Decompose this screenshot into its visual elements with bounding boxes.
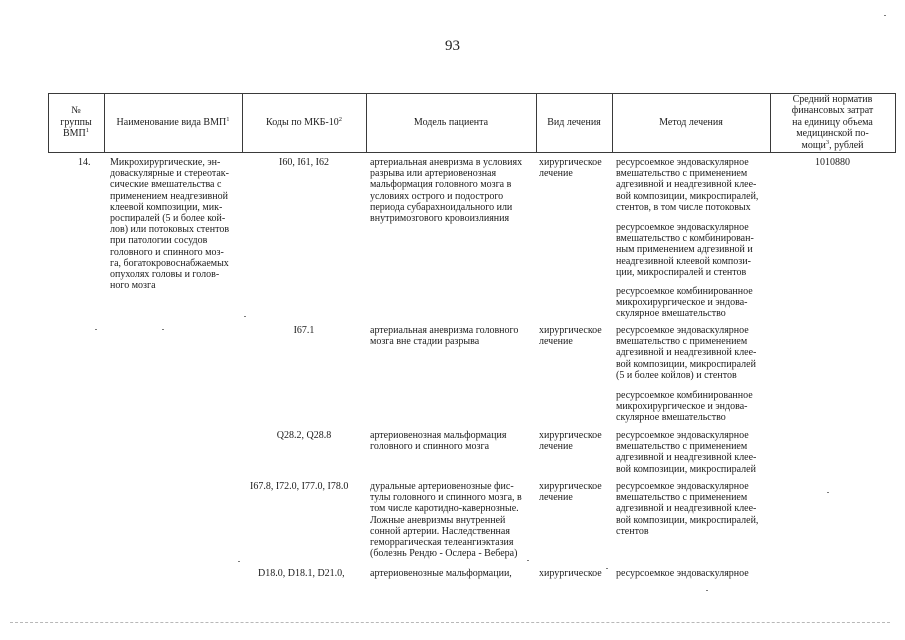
cell-line: (болезнь Рендю - Ослера - Вебера) [370,548,518,560]
header-text: мощи [801,139,826,151]
scan-speck [884,15,886,16]
cell-line: артериовенозные мальформации, [370,568,512,579]
cell-line: сические вмешательства с [110,179,222,191]
column-divider [895,93,896,152]
header-text: Средний норматив [792,93,873,105]
treatment-method-cell [616,222,754,278]
cell-line: хирургическое [539,430,602,441]
treatment-type-cell [539,568,602,579]
header-text: группы [60,116,92,128]
header-text: на единицу объема [792,116,873,128]
icd-codes-cell [258,568,345,579]
cell-line: периода субарахноидального или [370,201,513,213]
cell-line: хирургическое [539,481,602,492]
header-text: финансовых затрат [791,105,874,117]
patient-model-cell [370,157,522,224]
cell-line: роспиралей (5 и более кой- [110,213,226,225]
cell-line: ресурсоемкое эндоваскулярное [616,568,749,579]
treatment-method-cell [616,286,753,320]
treatment-method-cell [616,430,756,475]
cell-line: вмешательство с применением [616,441,748,453]
cost-value: 1010880 [815,157,850,168]
header-text: ВМП [62,128,86,140]
page-number: 93 [445,38,460,54]
footnote-mark: 3 [825,138,830,146]
patient-model-cell [370,430,506,452]
cell-line: адгезивной и неадгезивной клее- [616,503,757,515]
group-number-text: 14. [78,157,91,168]
header-icd-codes [242,93,366,152]
cell-line: условиях острого и подострого [370,190,504,202]
header-text: № [71,105,81,117]
cell-line: ресурсоемкое эндоваскулярное [616,157,749,168]
cell-line: мозга вне стадии разрыва [370,336,480,348]
cell-line: вой композиции, микроспиралей, [616,514,759,526]
scan-speck [95,329,97,330]
footnote-mark: 2 [338,115,342,123]
cell-line: адгезивной и неадгезивной клее- [616,347,757,359]
cell-line: том числе каротидно-кавернозные. [370,503,519,515]
cell-line: разрыва или артериовенозная [370,168,497,180]
cell-line: лечение [539,441,573,453]
scan-speck [162,329,164,330]
cell-line: ции, микроспиралей и стентов [616,266,747,278]
scan-speck [706,590,708,591]
cell-line: I60, I61, I62 [279,157,329,168]
cell-line: адгезивной и неадгезивной клее- [616,452,757,464]
header-text: медицинской по- [796,128,869,140]
icd-codes-cell [242,325,366,336]
treatment-method-cell [616,157,758,213]
cell-line: Q28.2, Q28.8 [276,430,332,441]
cell-line: стентов, в том числе потоковых [616,201,751,213]
scan-speck [827,492,829,493]
treatment-method-cell [616,481,758,537]
icd-codes-cell [242,157,366,168]
header-patient-model [366,93,536,152]
cell-line: ного мозга [110,280,156,292]
cell-line: неадгезивной клеевой компози- [616,255,751,267]
cell-line: вмешательство с применением [616,336,748,348]
cell-line: тулы головного и спинного мозга, в [370,492,522,504]
treatment-method-cell [616,568,749,579]
cell-line: ным применением адгезивной и [616,244,753,256]
cell-line: опухолях головы и голов- [110,269,220,281]
cell-line: головного и спинного моз- [110,246,224,258]
cell-line: га, богатокровоснабжаемых [110,257,229,269]
cell-line: лечение [539,492,573,504]
cell-line: артериальная аневризма в условиях [370,157,523,168]
cell-line: вмешательство с применением [616,492,748,504]
patient-model-cell [370,568,512,579]
treatment-method-cell [616,390,753,424]
cell-line: ресурсоемкое комбинированное [616,286,753,297]
scan-speck [606,568,608,569]
cell-line: Ложные аневризмы внутренней [370,514,506,526]
cell-line: артериовенозная мальформация [370,430,507,441]
treatment-type-cell [539,481,602,503]
cell-line: при патологии сосудов [110,235,208,247]
icd-codes-cell [250,481,348,492]
cell-line: доваскулярные и стереотак- [110,168,229,180]
header-text: Наименование вида ВМП [116,116,227,128]
footnote-mark: 1 [226,115,230,123]
cell-line: ресурсоемкое эндоваскулярное [616,481,749,492]
treatment-type-cell [539,157,602,179]
icd-codes-cell [242,430,366,441]
cell-line: сонной артерии. Наследственная [370,525,510,537]
cell-line: клеевой композиции, мик- [110,201,223,213]
vmp-name-cell [110,157,229,291]
header-group-number [48,93,104,152]
cell-line: хирургическое [539,325,602,336]
cell-line: головного и спинного мозга [370,441,490,453]
header-text: Вид лечения [547,116,601,128]
cell-line: артериальная аневризма головного [370,325,519,336]
cell-line: D18.0, D18.1, D21.0, [258,568,345,579]
cell-line: лечение [539,168,573,180]
cell-line: скулярное вмешательство [616,412,726,424]
cell-line: ресурсоемкое комбинированное [616,390,753,401]
header-text: Коды по МКБ-10 [266,116,339,128]
header-text: , рублей [829,139,864,151]
cell-line: I67.1 [293,325,315,336]
treatment-method-cell [616,325,756,381]
cell-line: стентов [616,525,649,537]
cell-line: адгезивной и неадгезивной клее- [616,179,757,191]
scan-noise-line [10,622,890,623]
patient-model-cell [370,325,518,347]
cell-line: микрохирургическое и эндова- [616,401,748,413]
cell-line: микрохирургическое и эндова- [616,297,748,309]
cell-line: ресурсоемкое эндоваскулярное [616,222,749,233]
scan-speck [244,316,246,317]
header-bottom-border [48,152,896,153]
cell-line: вой композиции, микроспиралей [616,358,756,370]
patient-model-cell [370,481,522,559]
cell-line: скулярное вмешательство [616,308,726,320]
header-text: Метод лечения [659,116,723,128]
cell-line: вмешательство с применением [616,168,748,180]
header-text: Модель пациента [413,116,489,128]
cell-line: применением неадгезивной [110,190,228,202]
cell-line: (5 и более койлов) и стентов [616,369,737,381]
cell-line: вмешательство с комбинирован- [616,233,754,245]
group-number [78,157,91,168]
header-treatment-method [612,93,770,152]
cell-line: вой композиции, микроспиралей, [616,190,759,202]
cell-line: I67.8, I72.0, I77.0, I78.0 [250,481,349,492]
cell-line: хирургическое [539,157,602,168]
cell-line: внутримозгового кровоизлияния [370,213,510,225]
scan-speck [527,560,529,561]
cell-line: лов) или потоковых стентов [110,224,230,236]
cell-line: мальформация головного мозга в [370,179,512,191]
header-vmp-name [104,93,242,152]
cell-line: лечение [539,336,573,348]
header-cost-norm [770,93,895,152]
cell-line: геморрагическая телеангиэктазия [370,537,514,549]
cell-line: хирургическое [539,568,602,579]
cell-line: ресурсоемкое эндоваскулярное [616,325,749,336]
cell-line: ресурсоемкое эндоваскулярное [616,430,749,441]
header-treatment-type [536,93,612,152]
treatment-type-cell [539,430,602,452]
treatment-type-cell [539,325,602,347]
scan-speck [238,561,240,562]
cell-line: дуральные артериовенозные фис- [370,481,514,492]
cell-line: Микрохирургические, эн- [110,157,221,168]
cell-line: вой композиции, микроспиралей [616,463,756,475]
footnote-mark: 1 [85,127,90,135]
cost-norm-cell [770,157,895,168]
